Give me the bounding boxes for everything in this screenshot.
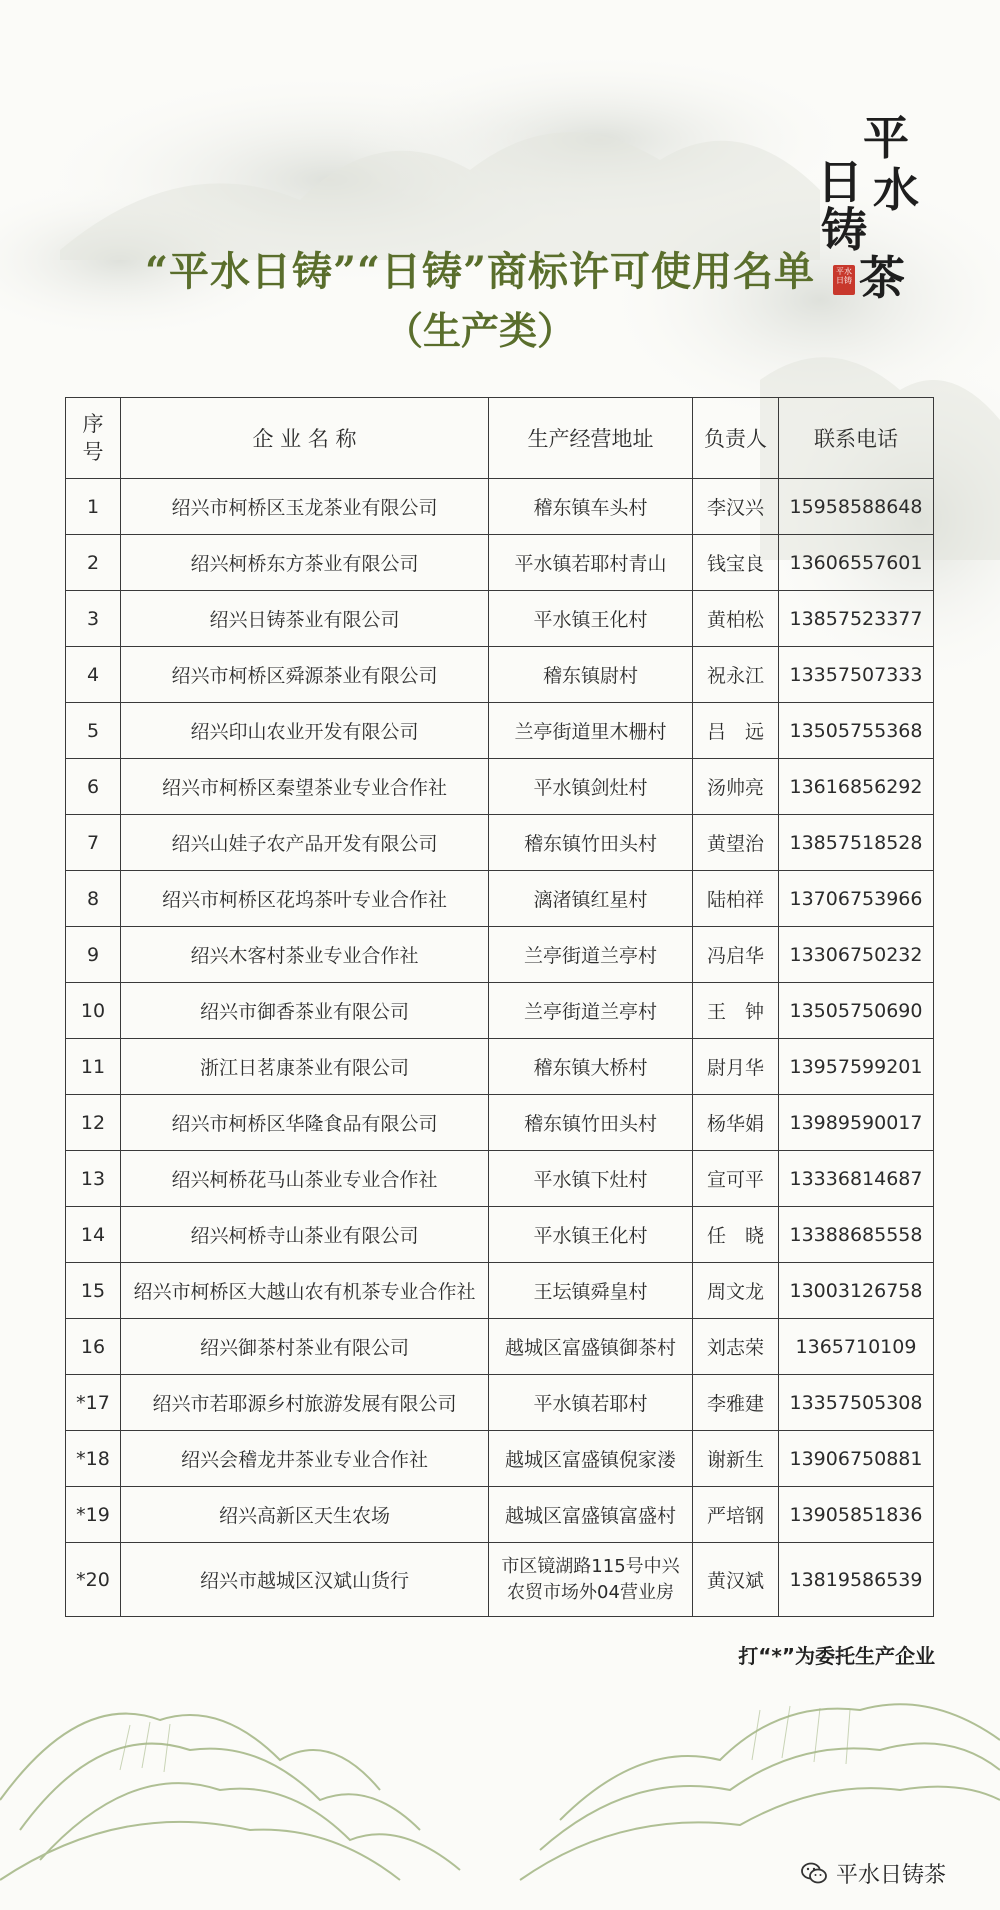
cell-address: 兰亭街道兰亭村: [489, 927, 693, 983]
cell-company: 绍兴柯桥花马山茶业专业合作社: [121, 1151, 489, 1207]
wechat-icon: [800, 1861, 828, 1885]
table-row: [66, 1543, 934, 1617]
cell-phone: 13003126758: [779, 1263, 934, 1319]
cell-contact: 李汉兴: [693, 479, 779, 535]
cell-contact: 黄汉斌: [693, 1543, 779, 1617]
cell-company: 绍兴市柯桥区秦望茶业专业合作社: [121, 759, 489, 815]
cell-phone: 13819586539: [779, 1543, 934, 1617]
table-header-row: [66, 398, 934, 479]
cell-company: 绍兴御茶村茶业有限公司: [121, 1319, 489, 1375]
cell-company: 绍兴市柯桥区玉龙茶业有限公司: [121, 479, 489, 535]
cell-company: 绍兴高新区天生农场: [121, 1487, 489, 1543]
cell-phone: 13336814687: [779, 1151, 934, 1207]
table-row: [66, 591, 934, 647]
cell-contact: 冯启华: [693, 927, 779, 983]
cell-contact: 刘志荣: [693, 1319, 779, 1375]
header-contact: 负责人: [693, 398, 779, 479]
cell-company: 绍兴市柯桥区华隆食品有限公司: [121, 1095, 489, 1151]
header-seq: 序 号: [66, 398, 121, 479]
cell-phone: 13905851836: [779, 1487, 934, 1543]
cell-contact: 钱宝良: [693, 535, 779, 591]
table-row: [66, 1375, 934, 1431]
cell-contact: 杨华娟: [693, 1095, 779, 1151]
cell-address: 平水镇剑灶村: [489, 759, 693, 815]
cell-company: 绍兴市越城区汉斌山货行: [121, 1543, 489, 1617]
cell-contact: 祝永江: [693, 647, 779, 703]
cell-company: 绍兴市若耶源乡村旅游发展有限公司: [121, 1375, 489, 1431]
account-name: 平水日铸茶: [836, 1862, 947, 1888]
header-address: 生产经营地址: [489, 398, 693, 479]
cell-seq: 3: [66, 591, 121, 647]
page-title: “平水日铸”“日铸”商标许可使用名单: [144, 248, 816, 295]
logo-char: 日: [817, 155, 863, 209]
cell-seq: 9: [66, 927, 121, 983]
cell-company: 绍兴市御香茶业有限公司: [121, 983, 489, 1039]
cell-company: 绍兴会稽龙井茶业专业合作社: [121, 1431, 489, 1487]
cell-phone: 13616856292: [779, 759, 934, 815]
cell-address: 平水镇王化村: [489, 1207, 693, 1263]
cell-phone: 13957599201: [779, 1039, 934, 1095]
cell-seq: 12: [66, 1095, 121, 1151]
cell-phone: 13989590017: [779, 1095, 934, 1151]
table-row: [66, 1487, 934, 1543]
cell-company: 绍兴柯桥东方茶业有限公司: [121, 535, 489, 591]
cell-contact: 严培钢: [693, 1487, 779, 1543]
cell-address: 市区镜湖路115号中兴农贸市场外04营业房: [489, 1543, 693, 1617]
cell-company: 浙江日茗康茶业有限公司: [121, 1039, 489, 1095]
table-row: [66, 927, 934, 983]
cell-address: 稽东镇竹田头村: [489, 815, 693, 871]
table-row: [66, 815, 934, 871]
cell-contact: 黄柏松: [693, 591, 779, 647]
table-row: [66, 1319, 934, 1375]
cell-phone: 13857518528: [779, 815, 934, 871]
cell-address: 越城区富盛镇倪家溇: [489, 1431, 693, 1487]
cell-seq: 7: [66, 815, 121, 871]
cell-phone: 13906750881: [779, 1431, 934, 1487]
cell-phone: 15958588648: [779, 479, 934, 535]
cell-contact: 陆柏祥: [693, 871, 779, 927]
cell-seq: *17: [66, 1375, 121, 1431]
cell-seq: 2: [66, 535, 121, 591]
cell-seq: 13: [66, 1151, 121, 1207]
cell-contact: 李雅建: [693, 1375, 779, 1431]
cell-seq: 10: [66, 983, 121, 1039]
cell-seq: 5: [66, 703, 121, 759]
cell-contact: 任 晓: [693, 1207, 779, 1263]
table-row: [66, 983, 934, 1039]
cell-phone: 13357505308: [779, 1375, 934, 1431]
cell-company: 绍兴日铸茶业有限公司: [121, 591, 489, 647]
cell-contact: 宣可平: [693, 1151, 779, 1207]
cell-address: 稽东镇尉村: [489, 647, 693, 703]
cell-address: 越城区富盛镇富盛村: [489, 1487, 693, 1543]
header-company: 企 业 名 称: [121, 398, 489, 479]
wechat-account: [800, 1855, 990, 1891]
cell-seq: 1: [66, 479, 121, 535]
cell-address: 兰亭街道兰亭村: [489, 983, 693, 1039]
cell-seq: 15: [66, 1263, 121, 1319]
cell-company: 绍兴市柯桥区花坞茶叶专业合作社: [121, 871, 489, 927]
cell-phone: 13388685558: [779, 1207, 934, 1263]
table-row: [66, 1039, 934, 1095]
table-row: [66, 1431, 934, 1487]
cell-contact: 周文龙: [693, 1263, 779, 1319]
table-row: [66, 1207, 934, 1263]
table-row: [66, 1095, 934, 1151]
cell-seq: 8: [66, 871, 121, 927]
cell-address: 平水镇下灶村: [489, 1151, 693, 1207]
table-row: [66, 703, 934, 759]
table-row: [66, 1263, 934, 1319]
cell-address: 漓渚镇红星村: [489, 871, 693, 927]
logo-char: 铸: [821, 203, 867, 257]
table-row: [66, 759, 934, 815]
cell-phone: 1365710109: [779, 1319, 934, 1375]
cell-address: 稽东镇竹田头村: [489, 1095, 693, 1151]
cell-seq: *19: [66, 1487, 121, 1543]
cell-phone: 13505750690: [779, 983, 934, 1039]
cell-address: 稽东镇大桥村: [489, 1039, 693, 1095]
header-phone: 联系电话: [779, 398, 934, 479]
cell-company: 绍兴市柯桥区舜源茶业有限公司: [121, 647, 489, 703]
cell-seq: 11: [66, 1039, 121, 1095]
footnote: 打“*”为委托生产企业: [738, 1644, 935, 1668]
table-row: [66, 871, 934, 927]
cell-address: 平水镇若耶村: [489, 1375, 693, 1431]
cell-company: 绍兴柯桥寺山茶业有限公司: [121, 1207, 489, 1263]
logo-char: 平: [863, 111, 909, 165]
cell-address: 兰亭街道里木栅村: [489, 703, 693, 759]
cell-phone: 13857523377: [779, 591, 934, 647]
logo-char: 水: [873, 163, 919, 217]
cell-address: 稽东镇车头村: [489, 479, 693, 535]
license-table: [65, 397, 934, 1617]
cell-company: 绍兴木客村茶业专业合作社: [121, 927, 489, 983]
logo-seal: 平水日铸: [833, 265, 855, 295]
cell-seq: *20: [66, 1543, 121, 1617]
cell-contact: 汤帅亮: [693, 759, 779, 815]
cell-address: 平水镇王化村: [489, 591, 693, 647]
cell-seq: *18: [66, 1431, 121, 1487]
cell-phone: 13306750232: [779, 927, 934, 983]
cell-phone: 13606557601: [779, 535, 934, 591]
cell-seq: 6: [66, 759, 121, 815]
cell-contact: 吕 远: [693, 703, 779, 759]
table-row: [66, 479, 934, 535]
cell-address: 越城区富盛镇御茶村: [489, 1319, 693, 1375]
page-subtitle: （生产类）: [384, 308, 575, 353]
cell-address: 平水镇若耶村青山: [489, 535, 693, 591]
cell-phone: 13357507333: [779, 647, 934, 703]
logo-char: 茶: [859, 251, 905, 305]
cell-contact: 尉月华: [693, 1039, 779, 1095]
cell-seq: 4: [66, 647, 121, 703]
cell-contact: 王 钟: [693, 983, 779, 1039]
cell-seq: 16: [66, 1319, 121, 1375]
cell-phone: 13505755368: [779, 703, 934, 759]
cell-company: 绍兴印山农业开发有限公司: [121, 703, 489, 759]
table-row: [66, 1151, 934, 1207]
cell-contact: 谢新生: [693, 1431, 779, 1487]
table-row: [66, 647, 934, 703]
cell-seq: 14: [66, 1207, 121, 1263]
cell-phone: 13706753966: [779, 871, 934, 927]
cell-address: 王坛镇舜皇村: [489, 1263, 693, 1319]
table-row: [66, 535, 934, 591]
cell-company: 绍兴山娃子农产品开发有限公司: [121, 815, 489, 871]
cell-company: 绍兴市柯桥区大越山农有机茶专业合作社: [121, 1263, 489, 1319]
cell-contact: 黄望治: [693, 815, 779, 871]
